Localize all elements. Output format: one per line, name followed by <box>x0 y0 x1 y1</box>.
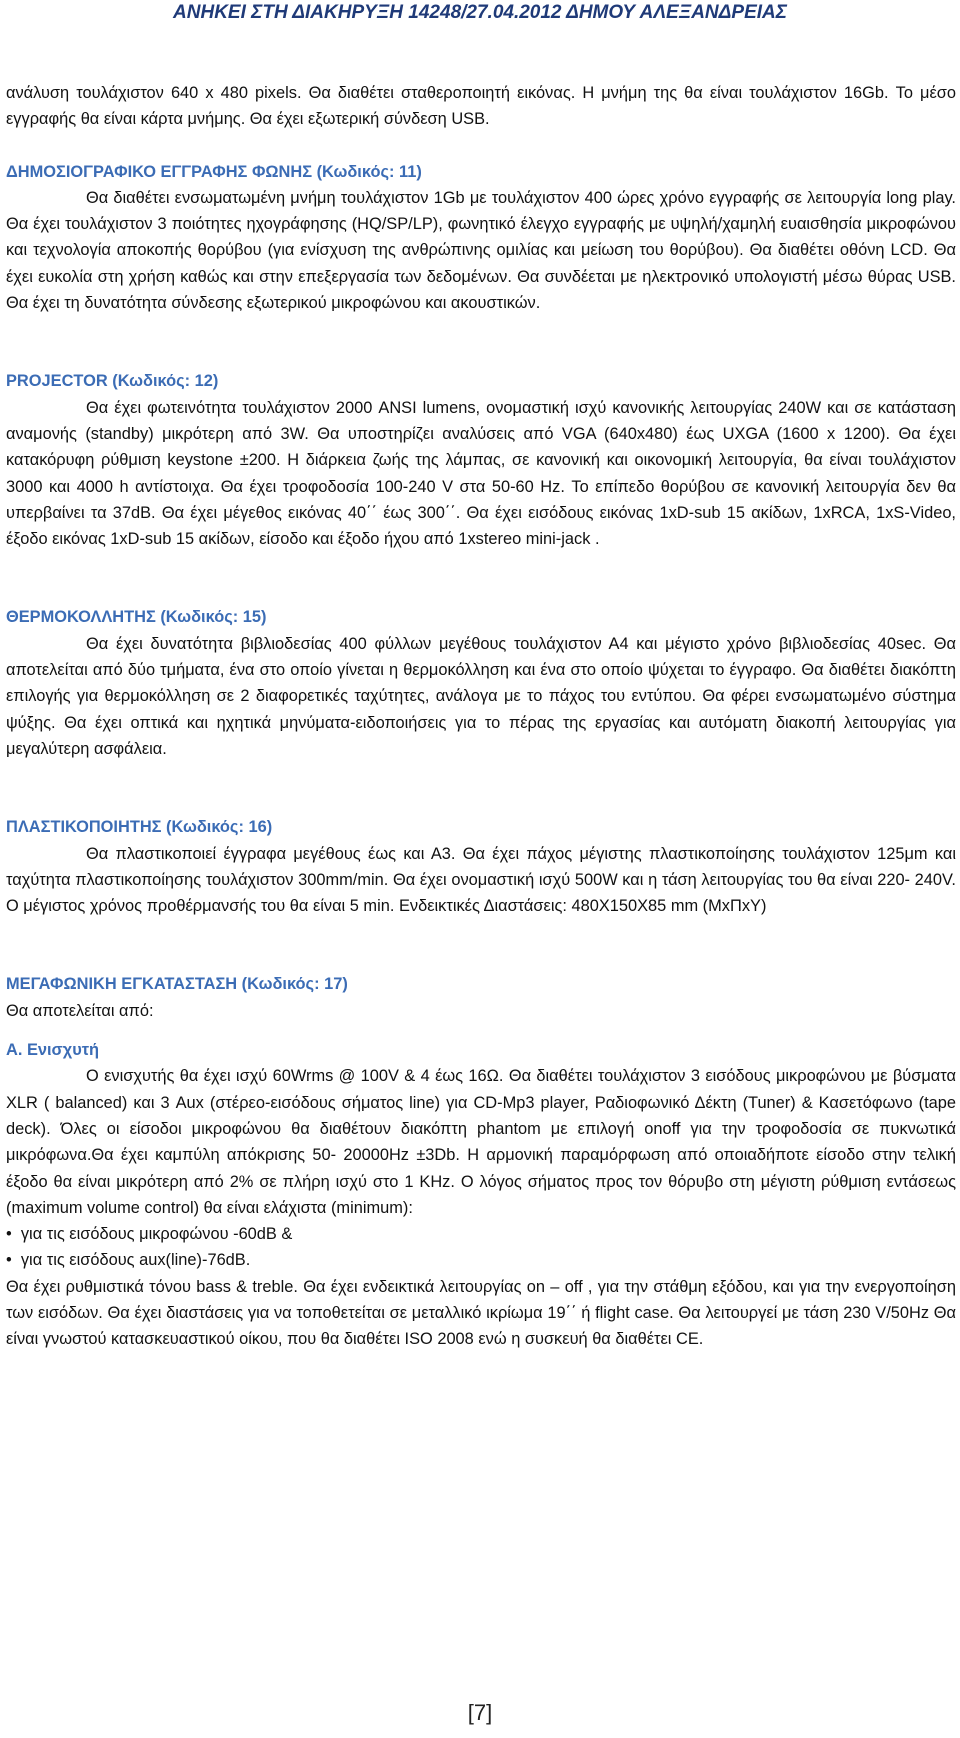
bullet-item: • για τις εισόδους aux(line)-76dB. <box>6 1251 251 1270</box>
amplifier-body: Ο ενισχυτής θα έχει ισχύ 60Wrms @ 100V & 4 έως 16Ω. Θα διαθέτει τουλάχιστον 3 εισόδους μικροφώνου με βύσματα XLR ( balanced) και 3 Aux (στέρεο-εισόδους σήματος line) για CD-Mp3 player, Ραδιοφωνικό Δέκτη (Tuner) & Κασετόφωνο (tape deck). Όλες οι είσοδοι μικροφώνου θα διαθέτουν διακόπτη phantom με επιλογή onoff για την τροφοδοσία σε πυκνωτικά μικρόφωνα.Θα έχει καμπύλη απόκρισης 50- 20000Hz ±3Db. Η αρμονική παραμόρφωση από οποιαδήποτε είσοδο στην τελική έξοδο θα είναι μικρότερη από 2% σε πλήρη ισχύ στο 1 KHz. Ο λόγος σήματος προς τον θόρυβο στη μέγιστη ρύθμιση εντάσεως (maximum volume control) θα είναι ελάχιστα (minimum): <box>6 1067 956 1217</box>
pa-system-intro: Θα αποτελείται από: <box>6 1001 154 1020</box>
intro-paragraph: ανάλυση τουλάχιστον 640 x 480 pixels. Θα διαθέτει σταθεροποιητή εικόνας. Η μνήμη της θα είναι τουλάχιστον 16Gb. Το μέσο εγγραφής θα είναι κάρτα μνήμης. Θα έχει εξωτερική σύνδεση USB. <box>6 84 956 129</box>
section-heading-pa-system: ΜΕΓΑΦΩΝΙΚΗ ΕΓΚΑΤΑΣΤΑΣΗ (Κωδικός: 17) <box>6 975 348 994</box>
bullet-item: • για τις εισόδους μικροφώνου -60dB & <box>6 1225 293 1244</box>
amplifier-heading: Α. Ενισχυτή <box>6 1041 100 1060</box>
section-body-voice-recorder: Θα διαθέτει ενσωματωμένη μνήμη τουλάχιστον 1Gb με τουλάχιστον 400 ώρες χρόνο εγγραφής σε λειτουργία long play. Θα έχει τουλάχιστον 3 ποιότητες ηχογράφησης (HQ/SP/LP), φωνητικό έλεγχο εγγραφής με υψηλή/χαμηλή ευαισθησία μικροφώνου και τεχνολογία αποκοπής θορύβου (για ενίσχυση της ανθρώπινης ομιλίας και μείωση του θορύβου). Θα διαθέτει οθόνη LCD. Θα έχει ευκολία στη χρήση καθώς και στην επεξεργασία των δεδομένων. Θα συνδέεται με ηλεκτρονικό υπολογιστή μέσω θύρας USB. Θα έχει τη δυνατότητα σύνδεσης εξωτερικού μικροφώνου και ακουστικών. <box>6 188 956 313</box>
section-body-projector: Θα έχει φωτεινότητα τουλάχιστον 2000 ANSI lumens, ονομαστική ισχύ κανονικής λειτουργίας 240W και σε κατάσταση αναμονής (standby) μικρότερη από 3W. Θα υποστηρίζει αναλύσεις από VGA (640x480) έως UXGA (1600 x 1200). Θα έχει κατακόρυφη ρύθμιση keystone ±200. Η διάρκεια ζωής της λάμπας, σε κανονική και οικονομική λειτουργία, θα είναι τουλάχιστον 3000 και 4000 h αντίστοιχα. Θα έχει τροφοδοσία 100-240 V στα 50-60 Hz. Το επίπεδο θορύβου σε κανονική λειτουργία δεν θα υπερβαίνει τα 37dB. Θα έχει μέγεθος εικόνας 40΄΄ έως 300΄΄. Θα έχει εισόδους εικόνας 1xD-sub 15 ακίδων, 1xRCA, 1xS-Video, έξοδο εικόνας 1xD-sub 15 ακίδων, είσοδο και έξοδο ήχου από 1xstereo mini-jack . <box>6 398 956 549</box>
amplifier-closing: Θα έχει ρυθμιστικά τόνου bass & treble. Θα έχει ενδεικτικά λειτουργίας on – off , για την στάθμη εξόδου, και για την ενεργοποίηση των εισόδων. Θα έχει διαστάσεις για να τοποθετείται σε μεταλλικό ικρίωμα 19΄΄ ή flight case. Θα λειτουργεί με τάση 230 V/50Hz Θα είναι γνωστού κατασκευαστικού οίκου, που θα διαθέτει ISO 2008 ενώ η συσκευή θα διαθέτει CE. <box>6 1277 956 1349</box>
page-header: ΑΝΗΚΕΙ ΣΤΗ ΔΙΑΚΗΡΥΞΗ 14248/27.04.2012 ΔΗΜΟΥ ΑΛΕΞΑΝΔΡΕΙΑΣ <box>173 2 787 23</box>
document-body <box>6 80 956 1353</box>
bullet-text: για τις εισόδους aux(line)-76dB. <box>20 1251 251 1270</box>
section-body-laminator: Θα πλαστικοποιεί έγγραφα μεγέθους έως και Α3. Θα έχει πάχος μέγιστης πλαστικοποίησης τουλάχιστον 125μm και ταχύτητα πλαστικοποίησης τουλάχιστον 300mm/min. Θα έχει ονομαστική ισχύ 500W και η τάση λειτουργίας του θα είναι 220- 240V. Ο μέγιστος χρόνος προθέρμανσής του θα είναι 5 min. Ενδεικτικές Διαστάσεις: 480X150X85 mm (ΜxΠxΥ) <box>6 844 956 916</box>
section-heading-binder: ΘΕΡΜΟΚΟΛΛΗΤΗΣ (Κωδικός: 15) <box>6 608 267 627</box>
section-heading-projector: PROJECTOR (Κωδικός: 12) <box>6 372 219 391</box>
section-heading-laminator: ΠΛΑΣΤΙΚΟΠΟΙΗΤΗΣ (Κωδικός: 16) <box>6 818 273 837</box>
page-number: [7] <box>467 1700 493 1725</box>
section-body-binder: Θα έχει δυνατότητα βιβλιοδεσίας 400 φύλλων μεγέθους τουλάχιστον Α4 και μέγιστο χρόνο βιβλιοδεσίας 40sec. Θα αποτελείται από δύο τμήματα, ένα στο οποίο γίνεται η θερμοκόλληση και ένα στο οποίο ψύχεται το έγγραφο. Θα διαθέτει διακόπτη επιλογής για θερμοκόλληση σε 2 διαφορετικές ταχύτητες, ανάλογα με το πάχος του εντύπου. Θα φέρει ενσωματωμένο σύστημα ψύξης. Θα έχει οπτικά και ηχητικά μηνύματα-ειδοποιήσεις για το πέρας της εργασίας και αυτόματη διακοπή λειτουργίας για μεγαλύτερη ασφάλεια. <box>6 634 956 758</box>
section-heading-voice-recorder: ΔΗΜΟΣΙΟΓΡΑΦΙΚΟ ΕΓΓΡΑΦΗΣ ΦΩΝΗΣ (Κωδικός: 11) <box>6 162 422 181</box>
bullet-text: για τις εισόδους μικροφώνου -60dB & <box>20 1225 293 1244</box>
